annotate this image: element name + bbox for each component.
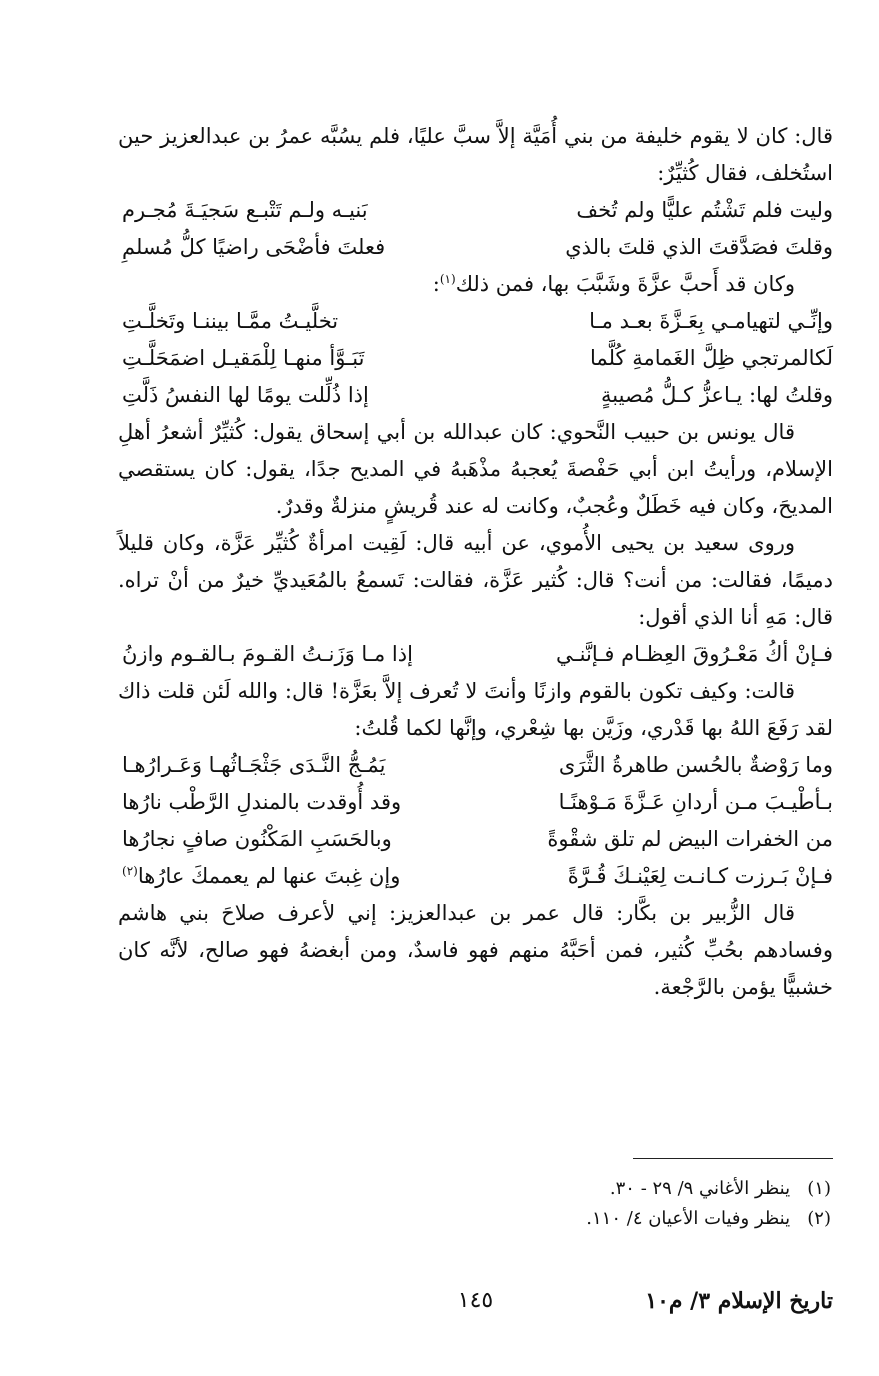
verse-second-hemistich — [122, 784, 470, 821]
verse-second-hemistich — [122, 858, 470, 895]
paragraph-text: وكان قد أَحبَّ عزَّةَ وشَبَّبَ بها، فمن ذلك — [455, 272, 795, 296]
verse-line — [118, 192, 833, 229]
verse-line — [118, 821, 833, 858]
verse-line — [118, 303, 833, 340]
verse-line — [118, 229, 833, 266]
running-title: تاريخ الإسلام ٣/ م١٠ — [645, 1288, 833, 1314]
verse-line — [118, 858, 833, 895]
verse-first-hemistich: فـإنْ بَـرزت كـانـت لِعَيْنـكَ قُـرَّةً — [567, 864, 833, 888]
footnote-marker: (١) — [439, 272, 456, 286]
verse-second-hemistich — [122, 821, 470, 858]
verse-line — [118, 636, 833, 673]
paragraph — [118, 673, 833, 747]
verse-first-hemistich: فـإنْ أكُ مَعْـرُوقَ العِظـام فـإنَّنـي — [556, 642, 833, 666]
footnote-2: (٢) ينظر وفيات الأعيان ٤/ ١١٠. — [586, 1208, 831, 1229]
verse-first-hemistich: وقلتُ لها: يـاعزُّ كـلُّ مُصيبةٍ — [601, 383, 833, 407]
verse-second-text: وإن غِبتَ عنها لم يعممكَ عارُها — [137, 864, 401, 888]
verse-second-hemistich — [122, 377, 470, 414]
verse-first-hemistich: وليت فلم تَشْتُم عليًّا ولم تُخف — [576, 198, 833, 222]
verse-second-hemistich — [122, 303, 470, 340]
verse-first-hemistich: بـأطْيـبَ مـن أردانِ عَـزَّةَ مَـوْهنًـا — [558, 790, 833, 814]
verse-first-hemistich: وما رَوْضةٌ بالحُسن طاهرةُ الثَّرَى — [558, 753, 833, 777]
verse-second-text: تخلَّيـتُ ممَّـا بيننـا وتَخلَّـتِ — [122, 309, 339, 333]
paragraph-text: قالت: وكيف تكون بالقوم وازنًا وأنتَ لا تُعرف إلاَّ بعَزَّة! قال: والله لَئن قلت ذاك لقد رَفَعَ اللهُ بها قَدْري، وزَيَّن بها شِعْري، وإنَّها لكما قُلتُ: — [118, 679, 833, 740]
paragraph-tail: : — [432, 272, 440, 296]
paragraph — [118, 414, 833, 525]
paragraph-text: قال يونس بن حبيب النَّحوي: كان عبدالله بن أبي إسحاق يقول: كُثيِّرٌ أشعرُ أهلِ الإسلام، ورأيتُ ابن أبي حَفْصةَ يُعجبهُ مذْهَبهُ في المديح جدًا، يقول: كان يستقصي المديحَ، وكان فيه خَطَلٌ وعُجبٌ، وكانت له عند قُريشٍ منزلةٌ وقدرٌ. — [118, 420, 833, 518]
verse-line — [118, 340, 833, 377]
page-number: ١٤٥ — [457, 1288, 494, 1313]
verse-line — [118, 377, 833, 414]
verse-second-hemistich — [122, 192, 470, 229]
page-footer — [118, 1288, 833, 1324]
verse-second-hemistich — [122, 747, 470, 784]
paragraph-text: قال: كان لا يقوم خليفة من بني أُمَيَّة إلاَّ سبَّ عليًا، فلم يسُبَّه عمرُ بن عبدالعزيز حين استُخلف، فقال كُثيِّرٌ: — [118, 124, 833, 185]
verse-line — [118, 747, 833, 784]
footnote-marker: (٢) — [122, 864, 138, 878]
verse-first-hemistich: وإنِّـي لتهيامـي بِعَـزَّةَ بعـد مـا — [589, 309, 833, 333]
verse-second-hemistich — [122, 340, 470, 377]
verse-second-text: إذا مـا وَزَنـتُ القـومَ بـالقـوم وازنُ — [122, 642, 413, 666]
verse-second-text: وقد أُوقدت بالمندلِ الرَّطْب نارُها — [122, 790, 402, 814]
verse-second-text: بَنيـه ولـم تَتْبـع سَجيَـةَ مُجـرم — [122, 198, 368, 222]
verse-line — [118, 784, 833, 821]
footnote-divider — [633, 1158, 833, 1159]
verse-first-hemistich: لَكالمرتجي ظِلَّ الغَمامةِ كُلَّما — [590, 346, 833, 370]
paragraph — [118, 118, 833, 192]
paragraph — [118, 266, 833, 303]
paragraph — [118, 525, 833, 636]
footnotes — [118, 1174, 831, 1234]
verse-second-text: تَبَـوَّأ منهـا لِلْمَقيـل اضمَحَلَّـتِ — [122, 346, 365, 370]
verse-second-text: إذا ذُلِّلت يومًا لها النفسُ ذَلَّتِ — [122, 383, 369, 407]
paragraph-text: وروى سعيد بن يحيى الأُموي، عن أبيه قال: لَقِيت امرأةٌ كُثيِّر عَزَّة، وكان قليلاً دميمًا، فقالت: من أنت؟ قال: كُثير عَزَّة، فقالت: تَسمعُ بالمُعَيديِّ خيرٌ من أنْ تراه. قال: مَهِ أنا الذي أقول: — [118, 531, 833, 629]
verse-second-text: وبالحَسَبِ المَكْنُون صافٍ نجارُها — [122, 827, 392, 851]
paragraph-text: قال الزُّبير بن بكَّار: قال عمر بن عبدالعزيز: إني لأعرف صلاحَ بني هاشم وفسادهم بحُبِّ كُثير، فمن أحَبَّهُ منهم فهو فاسدٌ، ومن أبغضهُ فهو صالح، لأنَّه كان خشبيًّا يؤمن بالرَّجْعة. — [118, 901, 833, 999]
verse-first-hemistich: وقلتَ فصَدَّقتَ الذي قلتَ بالذي — [565, 235, 833, 259]
verse-second-hemistich — [122, 229, 470, 266]
text-blocks — [118, 118, 833, 1006]
verse-second-text: فعلتَ فأضْحَى راضيًا كلُّ مُسلمِ — [122, 235, 386, 259]
paragraph — [118, 895, 833, 1006]
verse-second-hemistich — [122, 636, 470, 673]
footnote-1: (١) ينظر الأغاني ٩/ ٢٩ - ٣٠. — [609, 1178, 831, 1199]
verse-first-hemistich: من الخفرات البيض لم تلق شقْوةً — [547, 827, 833, 851]
verse-second-text: يَمُـجُّ النَّـدَى جَثْجَـاثُهـا وَعَـرارُهـا — [122, 753, 386, 777]
